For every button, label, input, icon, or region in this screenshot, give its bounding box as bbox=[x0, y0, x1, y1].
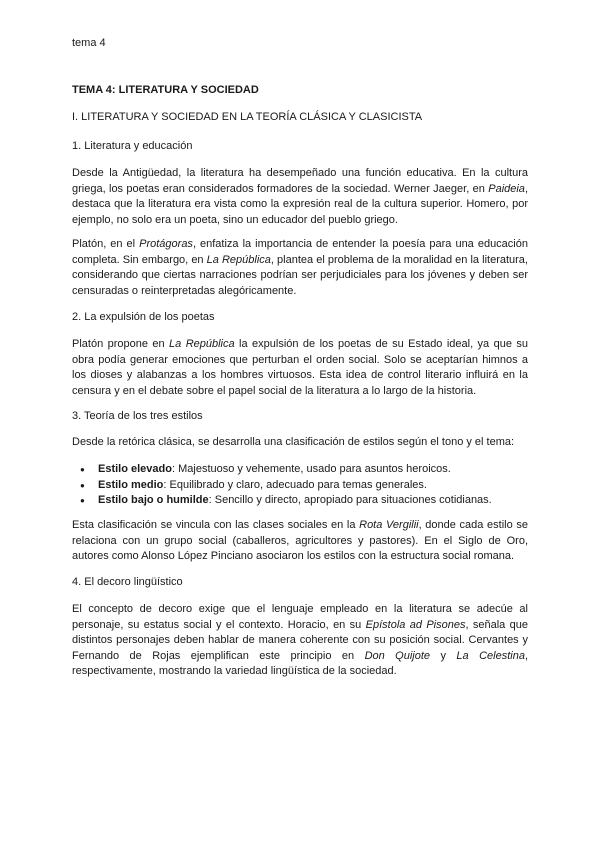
part-heading: I. LITERATURA Y SOCIEDAD EN LA TEORÍA CLÁSICA Y CLASICISTA bbox=[72, 111, 423, 123]
styles-list bbox=[72, 462, 492, 509]
document-title: TEMA 4: LITERATURA Y SOCIEDAD bbox=[72, 84, 259, 96]
paragraph-tres-estilos-intro: Desde la retórica clásica, se desarrolla una clasificación de estilos según el tono y el tema: bbox=[72, 436, 515, 448]
paragraph-platon-protagoras: Platón, en el Protágoras, enfatiza la importancia de entender la poesía para una educación completa. Sin embargo, en La República, plantea el problema de la moralidad en la literatura, considerando que ciertas narraciones podrían ser perjudiciales para los jóvenes y deben ser censuradas o reinterpretadas alegóricamente. bbox=[72, 238, 528, 297]
section-heading-4: 4. El decoro lingüístico bbox=[72, 576, 183, 588]
list-item: ● Estilo medio: Equilibrado y claro, adecuado para temas generales. bbox=[72, 478, 492, 494]
paragraph-rota-vergilii: Esta clasificación se vincula con las clases sociales en la Rota Vergilii, donde cada estilo se relaciona con un grupo social (caballeros, agricultores y pastores). En el Siglo de Oro, autores como Alonso López Pinciano asociaron los estilos con la estructura social romana. bbox=[72, 519, 528, 562]
section-heading-1: 1. Literatura y educación bbox=[72, 140, 193, 152]
section-heading-2: 2. La expulsión de los poetas bbox=[72, 311, 215, 323]
page-header: tema 4 bbox=[72, 37, 106, 49]
list-item: ● Estilo bajo o humilde: Sencillo y directo, apropiado para situaciones cotidianas. bbox=[72, 493, 492, 509]
list-item: ● Estilo elevado: Majestuoso y vehemente, usado para asuntos heroicos. bbox=[72, 462, 492, 478]
section-heading-3: 3. Teoría de los tres estilos bbox=[72, 410, 203, 422]
paragraph-decoro-linguistico: El concepto de decoro exige que el lenguaje empleado en la literatura se adecúe al personaje, su estatus social y el contexto. Horacio, en su Epístola ad Pisones, señala que distintos personajes deben hablar de manera coherente con su posición social. Cervantes y Fernando de Rojas ejemplifican este principio en Don Quijote y La Celestina, respectivamente, mostrando la variedad lingüística de la sociedad. bbox=[72, 603, 529, 677]
paragraph-expulsion-poetas: Platón propone en La República la expulsión de los poetas de su Estado ideal, ya que su obra podía generar emociones que perturban el orden social. Solo se aceptarían himnos a los dioses y alabanzas a los hombres virtuosos. Esta idea de control literario influirá en la censura y en el debate sobre el papel social de la literatura a lo largo de la historia. bbox=[72, 338, 528, 397]
paragraph-literatura-educacion: Desde la Antigüedad, la literatura ha desempeñado una función educativa. En la cultura griega, los poetas eran considerados formadores de la sociedad. Werner Jaeger, en Paideia, destaca que la literatura era vista como la expresión real de la cultura superior. Homero, por ejemplo, no solo era un poeta, sino un educador del pueblo griego. bbox=[72, 167, 528, 226]
